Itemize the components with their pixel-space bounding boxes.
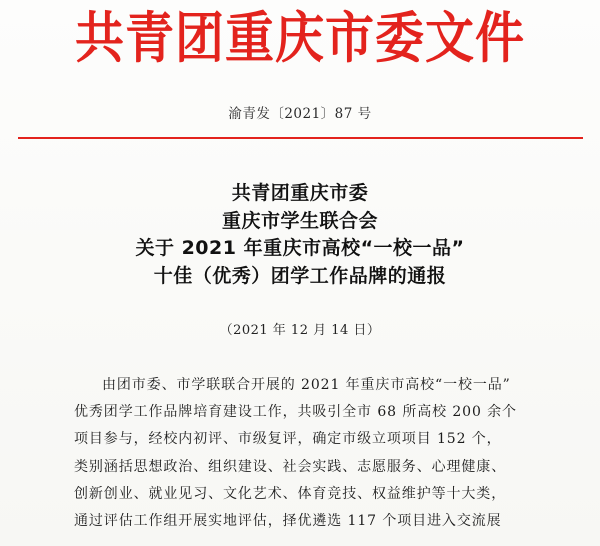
notice-title-line: 关于 2021 年重庆市高校“一校一品” xyxy=(135,237,465,259)
red-divider-line xyxy=(18,137,583,139)
document-number: 渝青发〔2021〕87 号 xyxy=(228,106,372,122)
body-line: 优秀团学工作品牌培育建设工作，共吸引全市 68 所高校 200 余个 xyxy=(74,404,517,421)
body-line: 项目参与，经校内初评、市级复评，确定市级立项项目 152 个， xyxy=(74,431,502,448)
notice-title-line: 重庆市学生联合会 xyxy=(221,209,378,232)
document-header-title: 共青团重庆市委文件 xyxy=(74,6,525,71)
notice-title-line: 十佳（优秀）团学工作品牌的通报 xyxy=(153,264,447,287)
body-line: 类别涵括思想政治、组织建设、社会实践、志愿服务、心理健康、 xyxy=(74,458,507,475)
notice-date: （2021 年 12 月 14 日） xyxy=(219,323,381,338)
body-line: 创新创业、就业见习、文化艺术、体育竞技、权益维护等十大类， xyxy=(74,485,507,502)
body-line: 通过评估工作组开展实地评估，择优遴选 117 个项目进入交流展 xyxy=(74,513,502,530)
body-line: 由团市委、市学联联合开展的 2021 年重庆市高校“一校一品” xyxy=(102,377,511,393)
body-paragraph xyxy=(74,372,550,535)
notice-title xyxy=(0,180,600,290)
notice-title-line: 共青团重庆市委 xyxy=(231,182,369,204)
